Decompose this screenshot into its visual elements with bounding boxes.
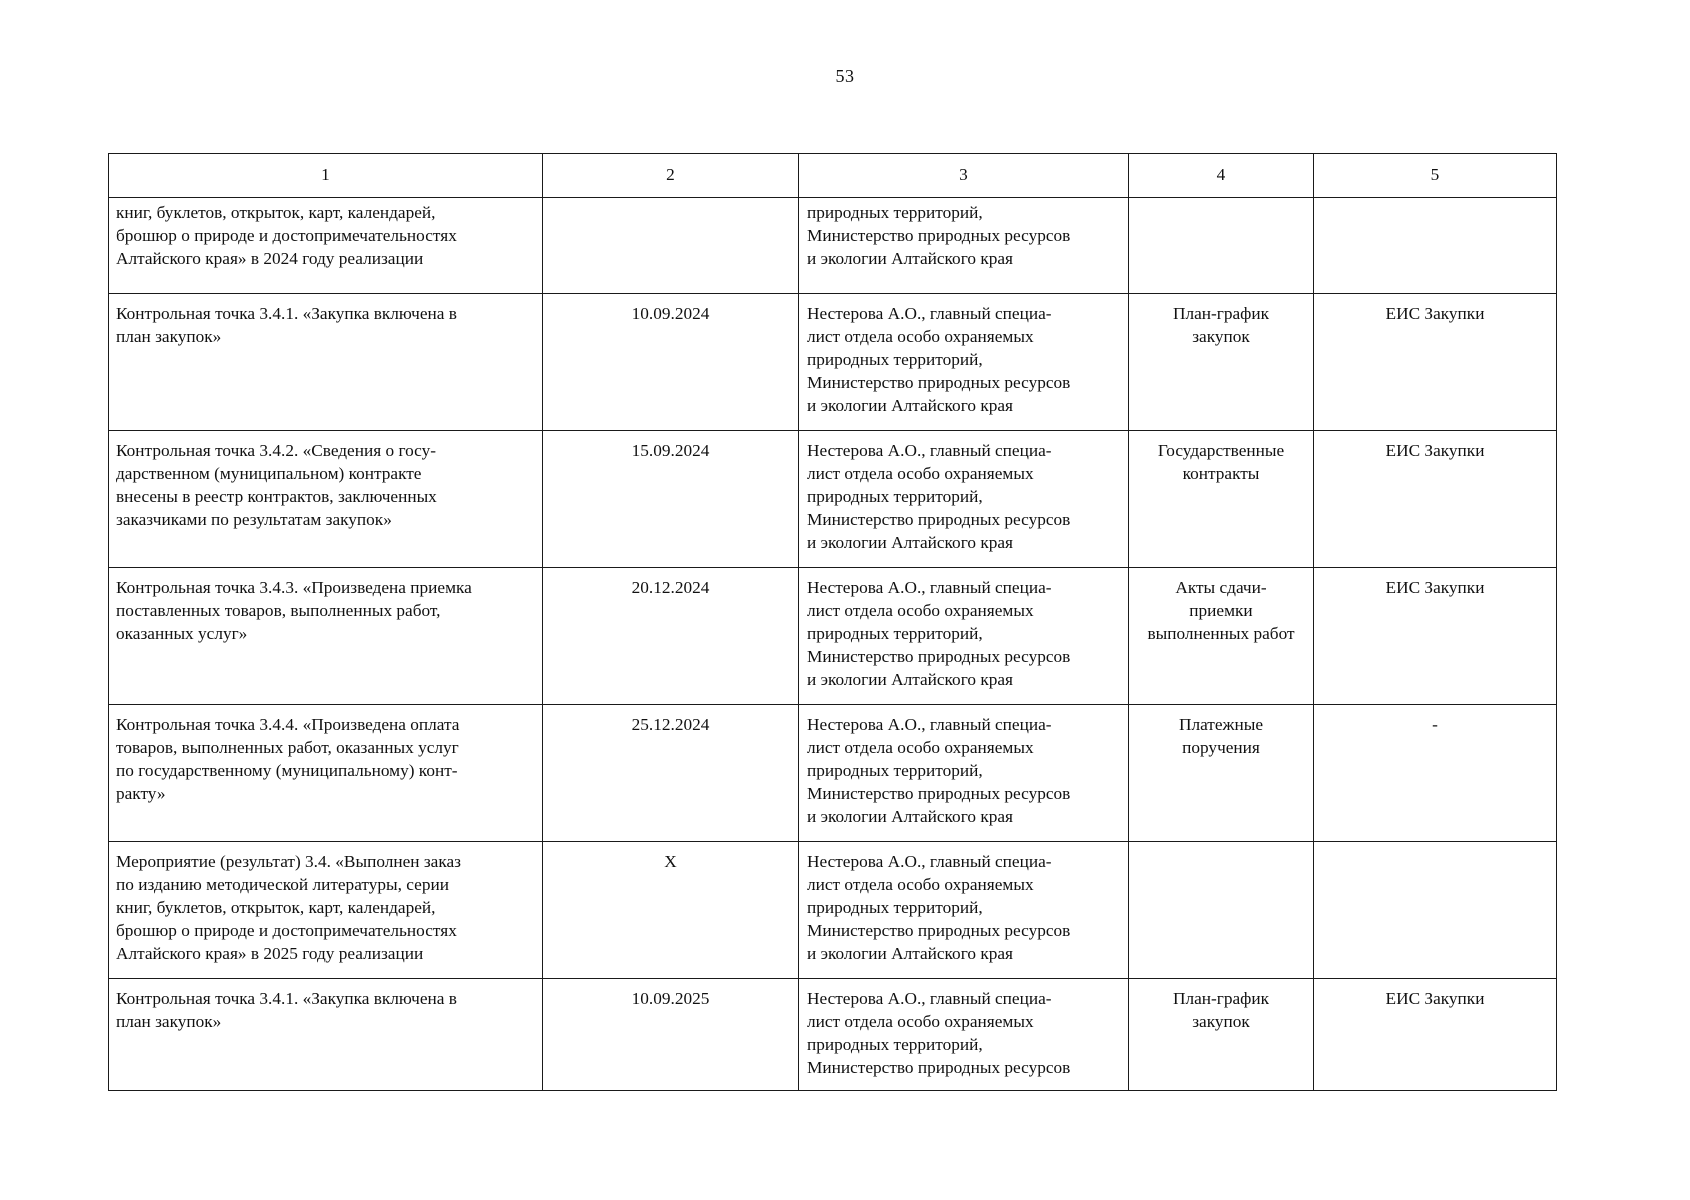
header-row	[109, 154, 1557, 198]
table-row	[109, 842, 1557, 979]
cell-deadline	[543, 198, 799, 294]
cell-description: книг, буклетов, открыток, карт, календарей, брошюр о природе и достопримечательностях Алтайского края» в 2024 году реализации	[109, 198, 543, 294]
cell-info-system: ЕИС Закупки	[1314, 979, 1557, 1091]
cell-responsible: Нестерова А.О., главный специа- лист отдела особо охраняемых природных территорий, Министерство природных ресурсов	[799, 979, 1129, 1091]
header-cell-1: 1	[109, 154, 543, 198]
table-row	[109, 568, 1557, 705]
cell-responsible: Нестерова А.О., главный специа- лист отдела особо охраняемых природных территорий, Министерство природных ресурсов и экологии Алтайского края	[799, 705, 1129, 842]
table-body	[109, 198, 1557, 1091]
cell-deadline: X	[543, 842, 799, 979]
cell-info-system: ЕИС Закупки	[1314, 568, 1557, 705]
cell-deadline: 10.09.2025	[543, 979, 799, 1091]
cell-deadline: 25.12.2024	[543, 705, 799, 842]
table-row	[109, 294, 1557, 431]
cell-document: План-график закупок	[1129, 979, 1314, 1091]
cell-info-system: ЕИС Закупки	[1314, 294, 1557, 431]
cell-description: Контрольная точка 3.4.1. «Закупка включена в план закупок»	[109, 979, 543, 1091]
cell-responsible: Нестерова А.О., главный специа- лист отдела особо охраняемых природных территорий, Министерство природных ресурсов и экологии Алтайского края	[799, 431, 1129, 568]
cell-description: Контрольная точка 3.4.4. «Произведена оплата товаров, выполненных работ, оказанных услуг по государственному (муниципальному) конт- ракту»	[109, 705, 543, 842]
activity-table	[108, 153, 1557, 1091]
cell-responsible: Нестерова А.О., главный специа- лист отдела особо охраняемых природных территорий, Министерство природных ресурсов и экологии Алтайского края	[799, 294, 1129, 431]
header-cell-3: 3	[799, 154, 1129, 198]
table-row	[109, 705, 1557, 842]
cell-info-system: -	[1314, 705, 1557, 842]
cell-document: Государственные контракты	[1129, 431, 1314, 568]
cell-document	[1129, 842, 1314, 979]
cell-deadline: 10.09.2024	[543, 294, 799, 431]
page-number: 53	[835, 66, 855, 86]
cell-document: Платежные поручения	[1129, 705, 1314, 842]
cell-info-system	[1314, 842, 1557, 979]
table-row	[109, 431, 1557, 568]
cell-document: План-график закупок	[1129, 294, 1314, 431]
cell-deadline: 20.12.2024	[543, 568, 799, 705]
header-cell-2: 2	[543, 154, 799, 198]
table-row	[109, 979, 1557, 1091]
cell-responsible: природных территорий, Министерство природных ресурсов и экологии Алтайского края	[799, 198, 1129, 294]
cell-description: Мероприятие (результат) 3.4. «Выполнен заказ по изданию методической литературы, серии книг, буклетов, открыток, карт, календарей, брошюр о природе и достопримечательностях Алтайского края» в 2025 году реализации	[109, 842, 543, 979]
table-header	[109, 154, 1557, 198]
cell-document: Акты сдачи- приемки выполненных работ	[1129, 568, 1314, 705]
cell-description: Контрольная точка 3.4.1. «Закупка включена в план закупок»	[109, 294, 543, 431]
table-row	[109, 198, 1557, 294]
cell-deadline: 15.09.2024	[543, 431, 799, 568]
header-cell-4: 4	[1129, 154, 1314, 198]
cell-responsible: Нестерова А.О., главный специа- лист отдела особо охраняемых природных территорий, Министерство природных ресурсов и экологии Алтайского края	[799, 568, 1129, 705]
cell-responsible: Нестерова А.О., главный специа- лист отдела особо охраняемых природных территорий, Министерство природных ресурсов и экологии Алтайского края	[799, 842, 1129, 979]
cell-description: Контрольная точка 3.4.3. «Произведена приемка поставленных товаров, выполненных работ, оказанных услуг»	[109, 568, 543, 705]
cell-info-system: ЕИС Закупки	[1314, 431, 1557, 568]
cell-info-system	[1314, 198, 1557, 294]
cell-description: Контрольная точка 3.4.2. «Сведения о госу- дарственном (муниципальном) контракте внесены в реестр контрактов, заключенных заказчиками по результатам закупок»	[109, 431, 543, 568]
cell-document	[1129, 198, 1314, 294]
header-cell-5: 5	[1314, 154, 1557, 198]
